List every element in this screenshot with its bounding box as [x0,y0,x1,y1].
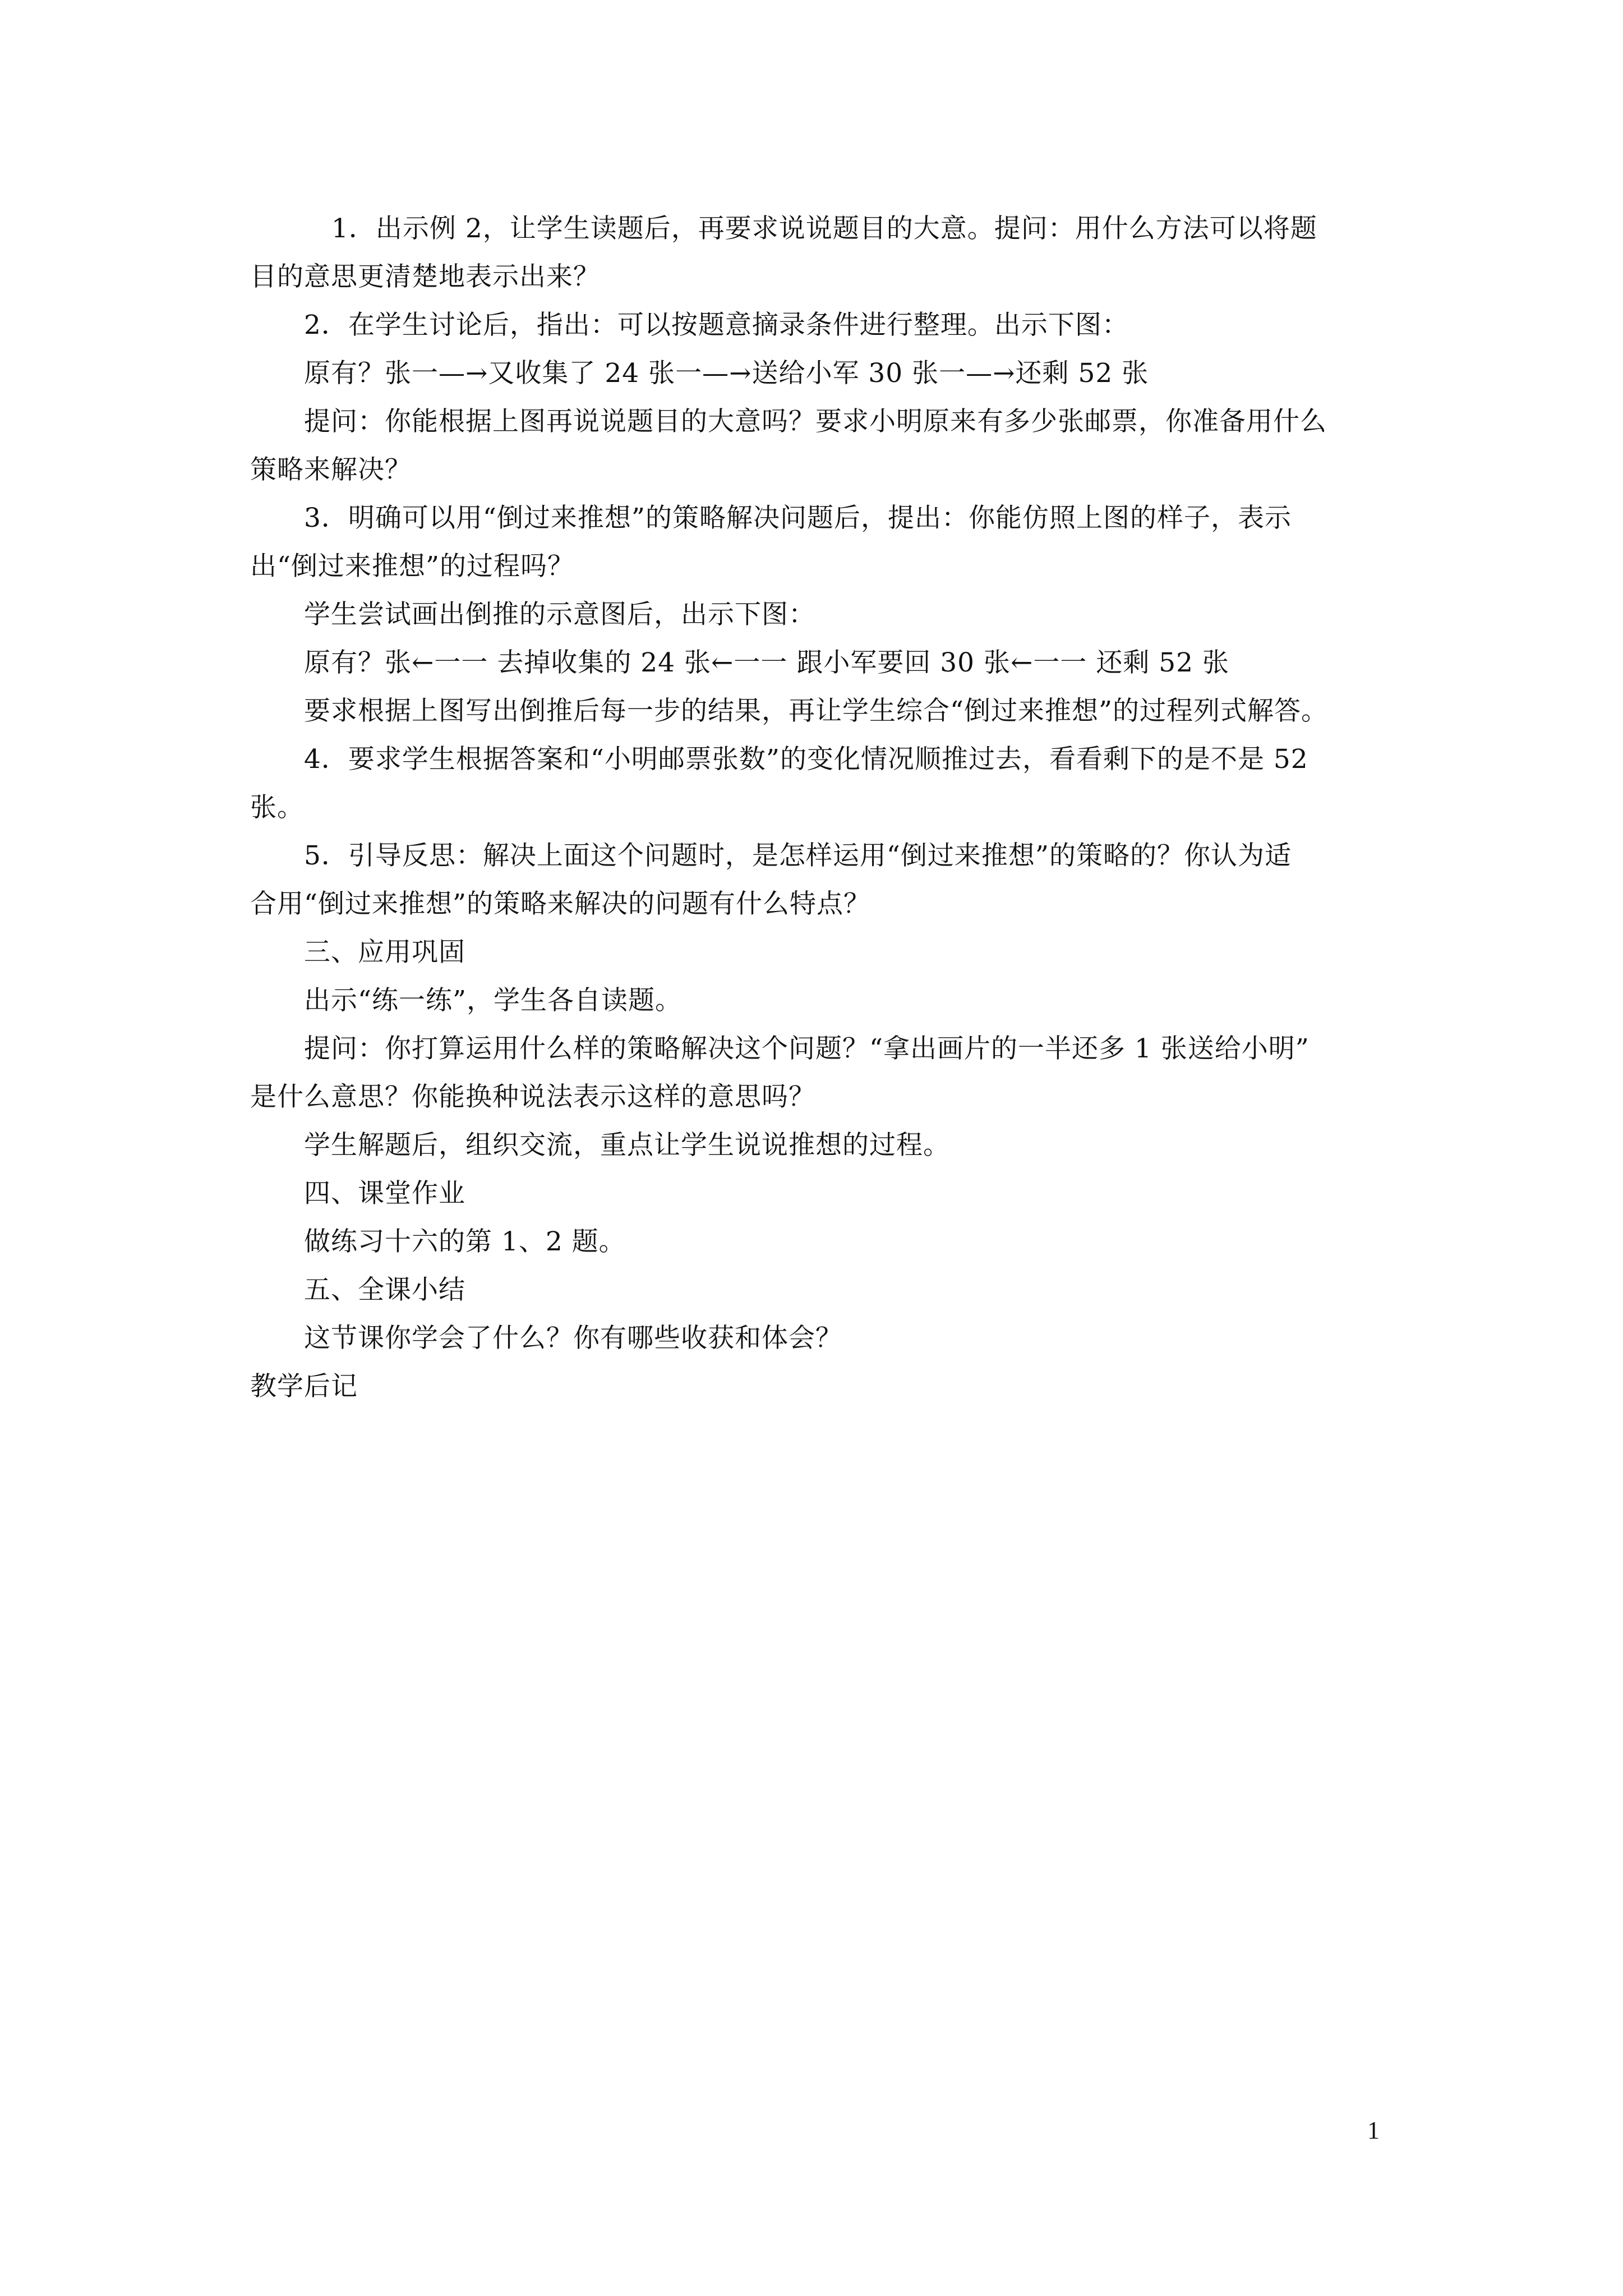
paragraph-line: 合用“倒过来推想”的策略来解决的问题有什么特点？ [250,889,871,919]
teaching-notes-heading: 教学后记 [250,1371,358,1402]
paragraph-line: 策略来解决？ [250,454,412,485]
paragraph-line: 提问：你能根据上图再说说题目的大意吗？要求小明原来有多少张邮票，你准备用什么 [304,406,1327,437]
paragraph-line: 做练习十六的第 1、2 题。 [304,1226,626,1257]
section-heading: 四、课堂作业 [304,1178,465,1209]
section-heading: 三、应用巩固 [304,937,465,968]
paragraph-line: 3．明确可以用“倒过来推想”的策略解决问题后，提出：你能仿照上图的样子，表示 [304,503,1292,533]
paragraph-line: 出示“练一练”，学生各自读题。 [304,985,683,1016]
paragraph-line: 学生解题后，组织交流，重点让学生说说推想的过程。 [304,1130,950,1161]
section-heading: 五、全课小结 [304,1274,465,1305]
flow-diagram-forward: 原有？张一—→又收集了 24 张一—→送给小军 30 张一—→还剩 52 张 [304,358,1149,389]
paragraph-line: 出“倒过来推想”的过程吗？ [250,551,575,582]
paragraph-line: 5．引导反思：解决上面这个问题时，是怎样运用“倒过来推想”的策略的？你认为适 [304,840,1292,871]
paragraph-line: 4．要求学生根据答案和“小明邮票张数”的变化情况顺推过去，看看剩下的是不是 52 [304,744,1308,775]
page-number: 1 [1367,2116,1380,2144]
paragraph-line: 1．出示例 2，让学生读题后，再要求说说题目的大意。提问：用什么方法可以将题 [331,213,1317,244]
paragraph-line: 要求根据上图写出倒推后每一步的结果，再让学生综合“倒过来推想”的过程列式解答。 [304,696,1329,726]
paragraph-line: 目的意思更清楚地表示出来？ [250,261,600,292]
paragraph-line: 这节课你学会了什么？你有哪些收获和体会？ [304,1323,842,1354]
document-body [250,205,1394,1411]
flow-diagram-backward: 原有？张←一一 去掉收集的 24 张←一一 跟小军要回 30 张←一一 还剩 52 张 [304,647,1230,678]
paragraph-line: 提问：你打算运用什么样的策略解决这个问题？“拿出画片的一半还多 1 张送给小明” [304,1033,1310,1064]
paragraph-line: 2．在学生讨论后，指出：可以按题意摘录条件进行整理。出示下图： [304,310,1129,341]
paragraph-line: 张。 [250,792,304,823]
paragraph-line: 学生尝试画出倒推的示意图后，出示下图： [304,599,815,630]
paragraph-line: 是什么意思？你能换种说法表示这样的意思吗？ [250,1082,815,1112]
